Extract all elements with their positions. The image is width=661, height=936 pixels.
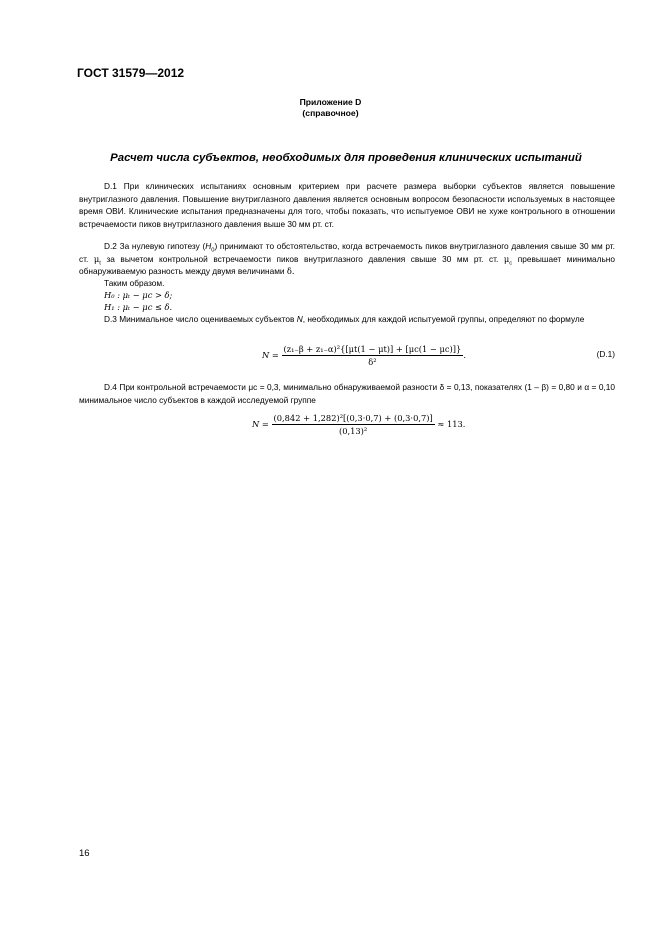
formula-d1-fraction [282, 344, 464, 367]
formula-d1-number: (D.1) [596, 349, 615, 359]
formula-d1-lhs: N = [262, 350, 279, 360]
formula-d4-numerator: (0,842 + 1,282)²[(0,3·0,7) + (0,3·0,7)] [273, 413, 433, 423]
paragraph-d1: D.1 При клинических испытаниях основным критерием при расчете размера выборки субъектов является повышение внутриглазного давления. Повышение внутриглазного давления является основным вопросом безопасности используемых в настоящее время ОВИ. Клинические испытания предназначены для того, чтобы показать, что испытуемое ОВИ не хуже контрольного в отношении встречаемости пиков внутриглазного давления выше 30 мм рт. ст. [79, 181, 615, 229]
formula-d4-result: ≈ 113. [437, 419, 466, 429]
section-title: Расчет числа субъектов, необходимых для проведения клинических испытаний [110, 152, 582, 164]
paragraph-d2: D.2 За нулевую гипотезу $(H_0)$ принимают то обстоятельство, когда встречаемость пиков внутриглазного давления свыше 30 мм рт. ст. $\mu_t$ за вычетом контрольной встречаемости пиков внутриглазного давления свыше 30 мм рт. ст. $\mu_c$ превышает минимально обнаруживаемую разность между двумя величинами δ. [79, 241, 615, 276]
formula-d1-tail: . [463, 350, 466, 360]
hypothesis-h0: H₀ : μₜ − μc > δ; [104, 290, 173, 300]
formula-d1-denominator: δ² [368, 357, 377, 367]
standard-header: ГОСТ 31579—2012 [77, 66, 185, 80]
formula-d1 [262, 344, 466, 367]
annex-title: Приложение D [299, 97, 362, 107]
paragraph-d4: D.4 При контрольной встречаемости μc = 0,3, минимально обнаруживаемой разности δ = 0,13, показателях (1 – β) = 0,80 и α = 0,10 минимальное число субъектов в каждой исследуемой группе [79, 382, 615, 405]
hypothesis-h1: H₁ : μₜ − μc ≤ δ. [104, 302, 173, 312]
formula-d4-fraction [272, 413, 435, 436]
formula-d1-numerator: (z₁₋β + z₁₋α)²{[μt(1 − μt)] + [μc(1 − μc)]} [283, 344, 462, 354]
annex-note: (справочное) [302, 108, 359, 118]
formula-d4-lhs: N = [252, 419, 269, 429]
thus-line: Таким образом. [104, 278, 165, 288]
formula-d4 [252, 413, 465, 436]
formula-d4-denominator: (0,13)² [338, 426, 368, 436]
page-number: 16 [79, 848, 90, 859]
paragraph-d3: D.3 Минимальное число оцениваемых субъектов N, необходимых для каждой испытуемой группы, определяют по формуле [104, 314, 585, 324]
